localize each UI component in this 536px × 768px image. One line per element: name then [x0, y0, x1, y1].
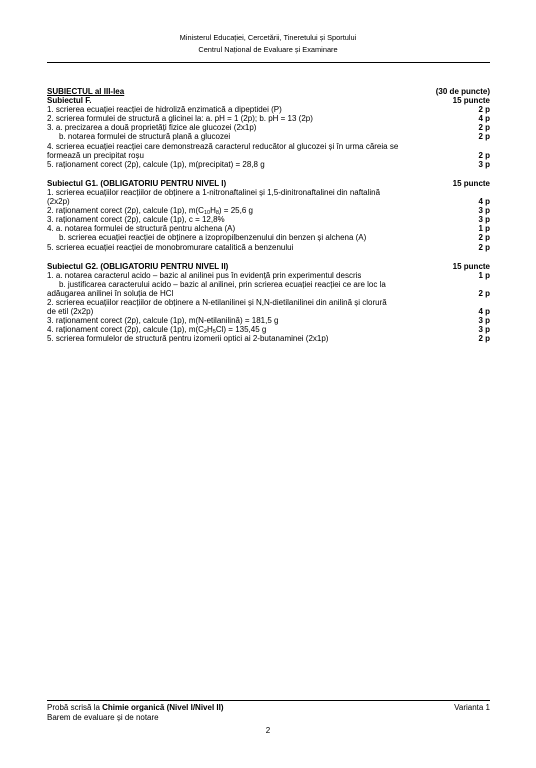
f-item: 3. a. precizarea a două proprietăți fizice ale glucozei (2x1p) 2 p [47, 123, 490, 133]
footer-rule [47, 700, 490, 701]
f-item: 4. scrierea ecuației reacției care demonstrează caracterul reducător al glucozei și în urma căreia se [47, 141, 399, 151]
page-header [0, 32, 536, 56]
g2-item: b. justificarea caracterului acido – bazic al anilinei, prin scrierea ecuației reacției ce are loc la [59, 279, 386, 289]
subject-heading [47, 87, 490, 96]
g1-item: (2x2p) 4 p [47, 197, 490, 207]
document-type: Barem de evaluare și de notare [47, 713, 159, 722]
section-g1-title: Subiectul G1. (OBLIGATORIU PENTRU NIVEL I) [47, 178, 227, 188]
g1-item: 3. raționament corect (2p), calcule (1p), c = 12,8% 3 p [47, 215, 490, 225]
f-item: formează un precipitat roșu 2 p [47, 150, 490, 160]
section-f-title: Subiectul F. [47, 96, 92, 106]
g2-item: 5. scrierea formulelor de structură pentru izomerii optici ai 2-butanaminei (2x1p) 2 p [47, 334, 490, 344]
grading-content [47, 87, 490, 343]
g2-item: 4. raționament corect (2p), calcule (1p), $m(C_2H_5Cl) = 135,45$ g 3 p [47, 325, 490, 335]
g1-item: 1. scrierea ecuațiilor reacțiilor de obținere a 1-nitronaftalinei și 1,5-dinitronaftalinei din naftalină [47, 187, 381, 197]
section-g2-heading [47, 262, 490, 271]
g1-item: 2. raționament corect (2p), calcule (1p), $m(C_{10}H_8) = 25,6$ g 3 p [47, 206, 490, 216]
g2-item: 3. raționament corect (2p), calcule (1p), m(N-etilanilină) = 181,5 g 3 p [47, 316, 490, 326]
variant-label: Varianta 1 [454, 703, 490, 712]
section-g2-points: 15 puncte [452, 261, 490, 271]
page-number: 2 [265, 726, 271, 735]
section-f-points: 15 puncte [452, 96, 490, 106]
g1-item: 5. scrierea ecuației reacției de monobromurare catalitică a benzenului 2 p [47, 242, 490, 252]
section-g2-title: Subiectul G2. (OBLIGATORIU PENTRU NIVEL II) [47, 261, 229, 271]
header-rule [47, 62, 490, 63]
f-item: 1. scrierea ecuației reacției de hidroliză enzimatică a dipeptidei (P) 2 p [47, 105, 490, 115]
g1-item: b. scrierea ecuației reacției de obținere a izopropilbenzenului din benzen și alchena (A) 2 p [59, 233, 490, 243]
page-footer [47, 703, 490, 723]
g1-item: 4. a. notarea formulei de structură pentru alchena (A) 1 p [47, 224, 490, 234]
subject-title: SUBIECTUL al III-lea [47, 87, 125, 96]
ministry-name: Ministerul Educației, Cercetării, Tineretului și Sportului [179, 33, 357, 42]
g2-item: de etil (2x2p) 4 p [47, 307, 490, 317]
f-item: 5. raționament corect (2p), calcule (1p), m(precipitat) = 28,8 g 3 p [47, 159, 490, 169]
g2-item: adăugarea anilinei în soluția de HCl 2 p [47, 288, 490, 298]
f-item: b. notarea formulei de structură plană a glucozei 2 p [59, 132, 490, 142]
subject-points: (30 de puncte) [435, 87, 490, 96]
section-f-heading [47, 96, 490, 105]
section-g1-heading [47, 179, 490, 188]
g2-item: 1. a. notarea caracterul acido – bazic al anilinei pus în evidență prin experimentul descris 1 p [47, 270, 490, 280]
section-g1-points: 15 puncte [452, 178, 490, 188]
exam-title: Probă scrisă la Chimie organică (Nivel I/Nivel II) [47, 703, 224, 712]
g2-item: 2. scrierea ecuațiilor reacțiilor de obținere a N-etilanilinei și N,N-dietilanilinei din anilină și clorură [47, 297, 387, 307]
f-item: 2. scrierea formulei de structură a glicinei la: a. pH = 1 (2p); b. pH = 13 (2p) 4 p [47, 114, 490, 124]
center-name: Centrul Național de Evaluare și Examinare [198, 45, 338, 54]
